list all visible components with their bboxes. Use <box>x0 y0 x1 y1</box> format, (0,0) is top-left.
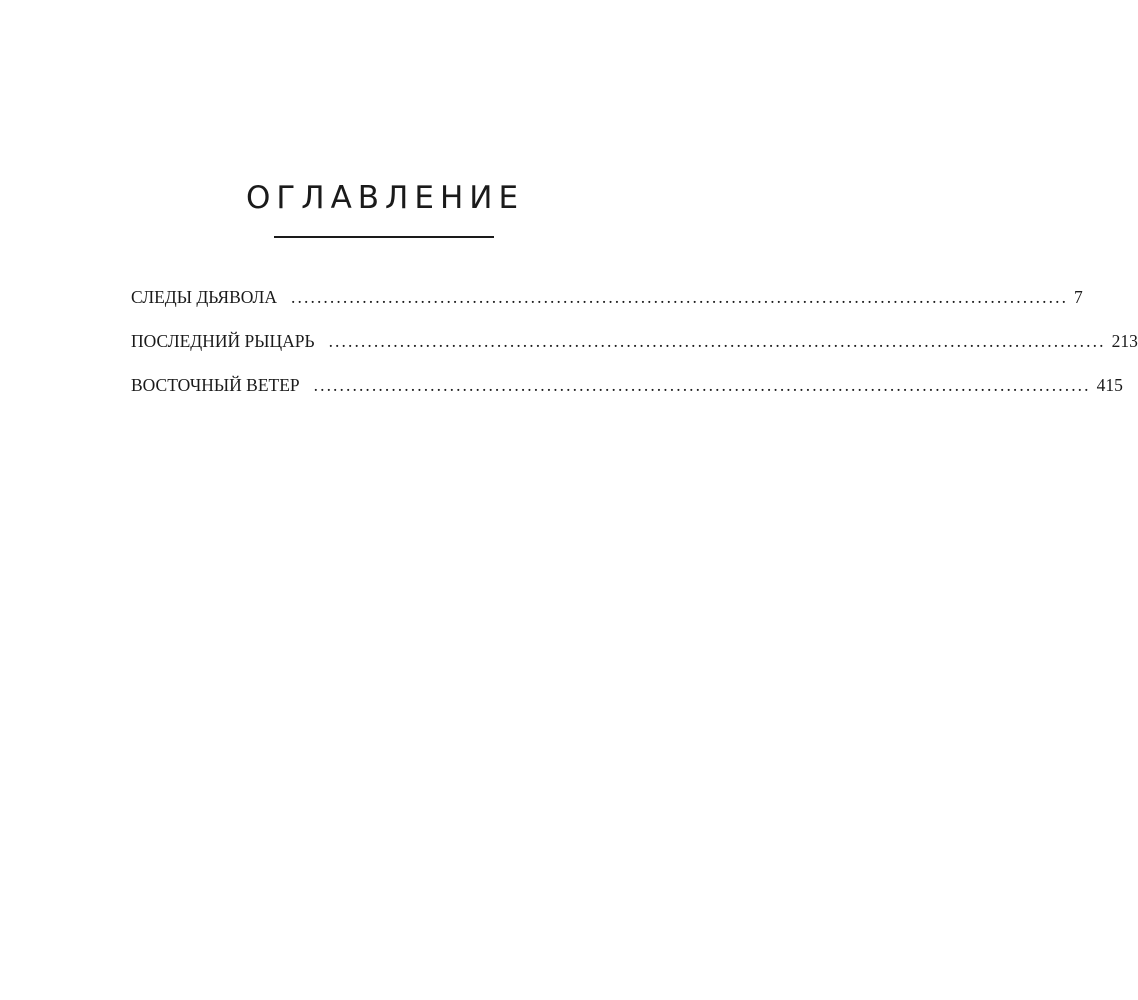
dot-leader: ........................................................................................................................ <box>328 331 1106 351</box>
toc-entry <box>131 326 1138 370</box>
page-title: ОГЛАВЛЕНИЕ <box>245 180 525 216</box>
toc-page-number: 7 <box>1074 287 1083 307</box>
toc-page-number: 213 <box>1111 331 1138 351</box>
toc-entry-title: ПОСЛЕДНИЙ РЫЦАРЬ <box>131 331 315 351</box>
dot-leader: ........................................................................................................................ <box>291 287 1069 307</box>
toc-entry <box>131 370 1123 414</box>
toc-entry <box>131 282 1083 326</box>
title-divider <box>274 236 494 238</box>
toc-entry-title: СЛЕДЫ ДЬЯВОЛА <box>131 287 278 307</box>
toc-entry-title: ВОСТОЧНЫЙ ВЕТЕР <box>131 375 300 395</box>
toc-page-number: 415 <box>1096 375 1123 395</box>
dot-leader: ........................................................................................................................ <box>313 375 1091 395</box>
table-of-contents <box>131 282 1138 414</box>
